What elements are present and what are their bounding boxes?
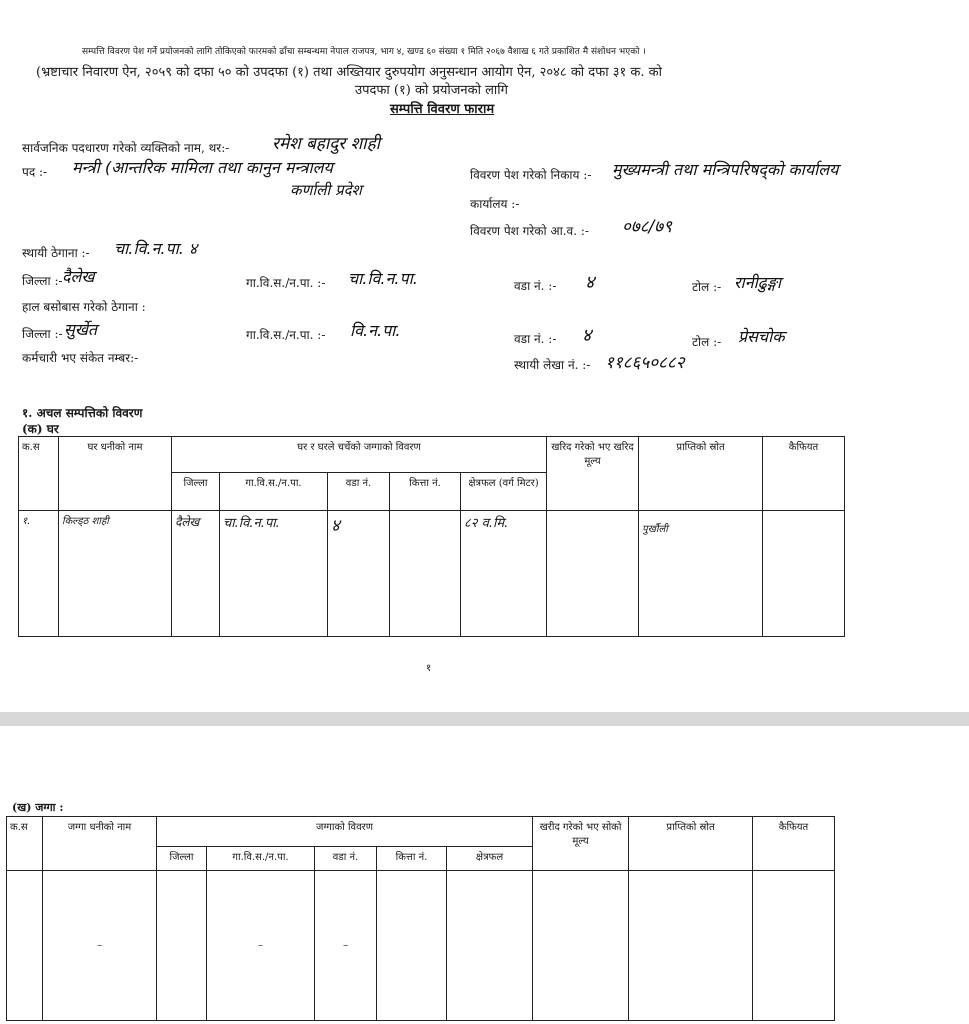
house-table [18,436,845,637]
header-area: क्षेत्रफल (वर्ग मिटर) [461,473,547,511]
law-reference-line: (भ्रष्टाचार निवारण ऐन, २०५९ को दफा ५० को उपदफा (१) तथा अख्तियार दुरुपयोग अनुसन्धान आयोग ऐन, २०४८ को दफा ३१ क. को [36,65,662,80]
permanent-vdc-value: चा.वि.न.पा. [348,269,418,288]
section-ka-heading: (क) घर [22,422,59,436]
kha-cell-sn [7,871,43,1021]
header-source: प्राप्तिको स्रोत [639,437,763,511]
kha-header-ward: वडा नं. [315,847,377,871]
form-page-2 [0,726,969,1024]
post-value: मन्त्री (आन्तरिक मामिला तथा कानुन मन्त्रालय [72,158,333,177]
karyalaya-label: कार्यालय :- [470,197,520,211]
kha-header-land-group: जग्गाको विवरण [157,817,533,847]
kha-header-area: क्षेत्रफल [447,847,533,871]
kha-header-district: जिल्ला [157,847,207,871]
land-table [6,816,835,1021]
section-1-heading: १. अचल सम्पत्तिको विवरण [22,406,143,420]
pan-label: स्थायी लेखा नं. :- [514,358,591,372]
header-sn: क.स [19,437,59,511]
kha-header-sn: क.स [7,817,43,871]
cell-kitta [390,511,461,637]
table-row [19,511,845,637]
pan-value: ११८६५०८८२ [605,353,685,373]
kha-header-source: प्राप्तिको स्रोत [629,817,753,871]
kha-header-kitta: कित्ता नं. [377,847,447,871]
header-vdc: गा.वि.स./न.पा. [220,473,328,511]
office-value: मुख्यमन्त्री तथा मन्त्रिपरिषद्को कार्यालय [612,160,839,179]
cell-owner: किल्ड्ठ शाही [59,511,172,637]
header-ward: वडा नं. [328,473,390,511]
page-number: १ [426,663,432,674]
current-tole-value: प्रेसचोक [738,327,785,346]
kha-cell-source [629,871,753,1021]
section-kha-heading: (ख) जग्गा : [12,801,64,814]
permanent-tole-value: रानीढुङ्गा [734,273,781,292]
permanent-district-value: दैलेख [62,267,95,286]
current-vdc-label: गा.वि.स./न.पा. :- [246,328,326,342]
employee-number-label: कर्मचारी भए संकेत नम्बर:- [22,351,139,365]
permanent-district-label: जिल्ला :- [22,274,63,288]
form-title: सम्पत्ति विवरण फाराम [390,102,495,117]
header-land-group: घर र घरले चर्चेको जग्गाको विवरण [172,437,547,473]
name-value: रमेश बहादुर शाही [272,134,380,154]
permanent-address-label: स्थायी ठेगाना :- [22,246,90,260]
header-remarks: कैफियत [763,437,845,511]
cell-ward: ४ [328,511,390,637]
cell-price [547,511,639,637]
header-price: खरिद गरेको भए खरिद मूल्य [547,437,639,511]
permanent-vdc-label: गा.वि.स./न.पा. :- [246,276,326,290]
gazette-note: सम्पत्ति विवरण पेश गर्ने प्रयोजनको लागि तोकिएको फारमको ढाँचा सम्बन्धमा नेपाल राजपत्र, भाग ४, खण्ड ६० संख्या १ मिति २०६७ वैशाख ६ गते प्रकाशित मै संशोधन भएको । [82,47,646,57]
current-district-label: जिल्ला :- [22,327,63,341]
current-address-heading: हाल बसोबास गरेको ठेगाना : [22,300,146,314]
law-reference-line-2: उपदफा (१) को प्रयोजनको लागि [355,83,508,98]
post-label: पद :- [22,165,48,179]
kha-header-vdc: गा.वि.स./न.पा. [207,847,315,871]
cell-vdc: चा.वि.न.पा. [220,511,328,637]
kha-cell-price [533,871,629,1021]
kha-header-owner: जग्गा धनीको नाम [43,817,157,871]
cell-remarks [763,511,845,637]
cell-district: दैलेख [172,511,220,637]
name-label: सार्वजनिक पदधारण गरेको व्यक्तिको नाम, थर:- [22,141,230,155]
header-kitta: कित्ता नं. [390,473,461,511]
cell-sn: १. [19,511,59,637]
kha-cell-ward: – [315,871,377,1021]
permanent-ward-value: ४ [585,272,595,293]
fiscal-year-value: ०७८/७९ [622,217,672,237]
current-ward-label: वडा नं. :- [514,332,557,346]
cell-source: पुर्खौली [639,511,763,637]
kha-cell-owner: – [43,871,157,1021]
kha-header-price: खरीद गरेको भए सोको मूल्य [533,817,629,871]
kha-header-remarks: कैफियत [753,817,835,871]
header-district: जिल्ला [172,473,220,511]
kha-cell-district [157,871,207,1021]
permanent-address-value: चा.वि.न.पा. ४ [114,239,198,258]
kha-cell-area [447,871,533,1021]
fiscal-year-label: विवरण पेश गरेको आ.व. :- [470,224,589,238]
current-vdc-value: वि.न.पा. [350,321,401,340]
current-tole-label: टोल :- [692,335,722,349]
post-value-province: कर्णाली प्रदेश [290,181,362,199]
current-district-value: सुर्खेत [64,320,98,339]
cell-area: ८२ व.मि. [461,511,547,637]
header-owner: घर धनीको नाम [59,437,172,511]
permanent-tole-label: टोल :- [692,280,722,294]
current-ward-value: ४ [582,325,592,346]
permanent-ward-label: वडा नं. :- [514,279,557,293]
kha-cell-remarks [753,871,835,1021]
office-label: विवरण पेश गरेको निकाय :- [470,168,592,182]
kha-cell-vdc: – [207,871,315,1021]
kha-cell-kitta [377,871,447,1021]
table-row [7,871,835,1021]
